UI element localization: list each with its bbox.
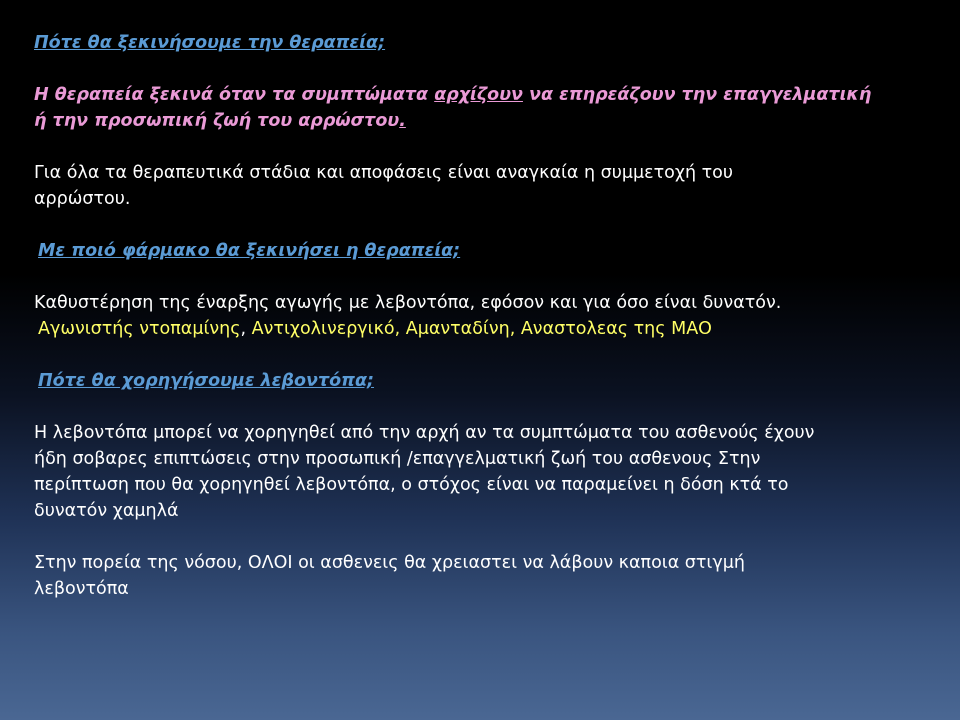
drug-options-line bbox=[34, 316, 924, 342]
treatment-start-text-a: Η θεραπεία ξεκινά όταν τα συμπτώματα bbox=[34, 85, 435, 105]
levodopa-line-4: δυνατόν χαμηλά bbox=[34, 501, 179, 521]
treatment-start-line-2 bbox=[34, 108, 924, 134]
participation-line-1: Για όλα τα θεραπευτικά στάδια και αποφάσεις είναι αναγκαία η συμμετοχή του bbox=[34, 163, 733, 183]
participation-line-2: αρρώστου. bbox=[34, 189, 131, 209]
heading-which-drug-text: Με ποιό φάρμακο θα ξεκινήσει η θεραπεία; bbox=[38, 241, 461, 261]
heading-when-levodopa-text: Πότε θα χορηγήσουμε λεβοντόπα; bbox=[38, 371, 375, 391]
heading-when-start-treatment bbox=[34, 30, 924, 56]
levodopa-line-3: περίπτωση που θα χορηγηθεί λεβοντόπα, ο στόχος είναι να παραμείνει η δόση κτά το bbox=[34, 475, 789, 495]
other-drug-options: Αντιχολινεργικό, Αμανταδίνη, Αναστολεας της ΜΑΟ bbox=[251, 319, 712, 339]
spacer bbox=[34, 524, 924, 550]
spacer bbox=[34, 134, 924, 160]
heading-which-drug bbox=[34, 238, 924, 264]
disease-course-line-2: λεβοντόπα bbox=[34, 579, 129, 599]
options-separator: , bbox=[240, 319, 252, 339]
treatment-start-line-2-text: ή την προσωπική ζωή του αρρώστου bbox=[34, 111, 400, 131]
spacer bbox=[34, 56, 924, 82]
levodopa-line-2: ήδη σοβαρες επιπτώσεις στην προσωπική /επαγγελματική ζωή του ασθενους Στην bbox=[34, 449, 761, 469]
spacer bbox=[34, 212, 924, 238]
spacer bbox=[34, 264, 924, 290]
treatment-start-line-2-period: . bbox=[399, 111, 406, 131]
treatment-start-line-1 bbox=[34, 82, 924, 108]
heading-when-levodopa bbox=[34, 368, 924, 394]
treatment-start-text-underlined: αρχίζουν bbox=[434, 85, 523, 105]
spacer bbox=[34, 394, 924, 420]
heading-when-start-treatment-text: Πότε θα ξεκινήσουμε την θεραπεία; bbox=[34, 33, 386, 53]
slide-content bbox=[34, 30, 924, 602]
treatment-start-text-c: να επηρεάζουν την επαγγελματική bbox=[522, 85, 872, 105]
levodopa-line-1: Η λεβοντόπα μπορεί να χορηγηθεί από την αρχή αν τα συμπτώματα του ασθενούς έχουν bbox=[34, 423, 815, 443]
dopamine-agonist-option: Αγωνιστής ντοπαμίνης bbox=[38, 319, 241, 339]
spacer bbox=[34, 342, 924, 368]
disease-course-line-1: Στην πορεία της νόσου, ΟΛΟΙ οι ασθενεις θα χρειαστει να λάβουν καποια στιγμή bbox=[34, 553, 745, 573]
delay-levodopa-line: Καθυστέρηση της έναρξης αγωγής με λεβοντόπα, εφόσον και για όσο είναι δυνατόν. bbox=[34, 293, 782, 313]
